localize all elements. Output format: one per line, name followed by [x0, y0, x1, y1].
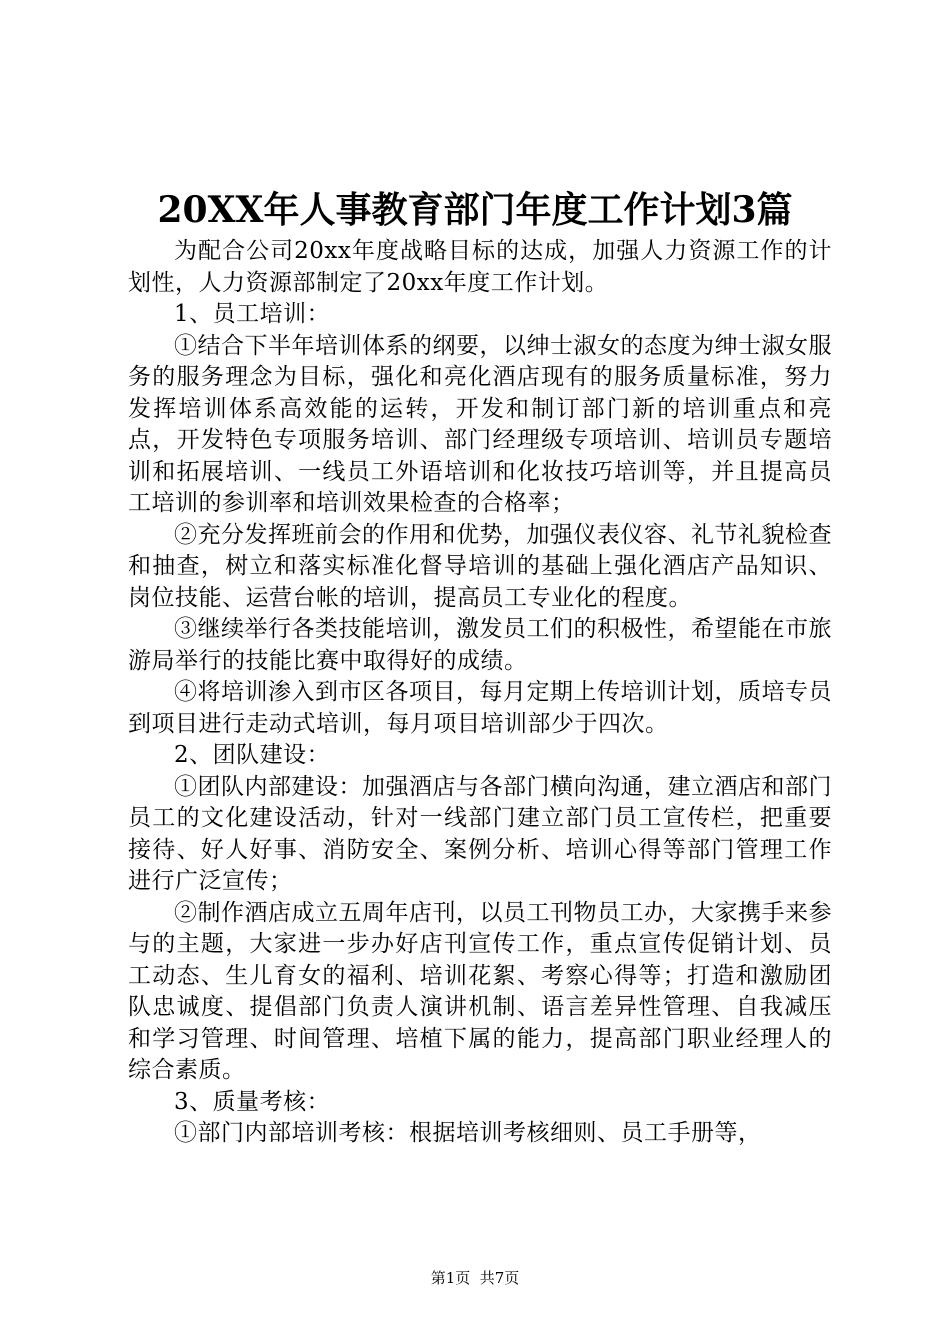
document-title: 20XX年人事教育部门年度工作计划3篇 [157, 189, 793, 231]
list-item: ①部门内部培训考核：根据培训考核细则、员工手册等， [174, 1120, 762, 1146]
section-heading-quality-assessment: 3、质量考核： [174, 1088, 331, 1115]
list-item: ④将培训渗入到市区各项目，每月定期上传培训计划，质培专员到项目进行走动式培训，每月项目培训部少于四次。 [128, 679, 832, 737]
section-heading-team-building: 2、团队建设： [174, 742, 331, 768]
list-item: ①团队内部建设：加强酒店与各部门横向沟通，建立酒店和部门员工的文化建设活动，针对一线部门建立部门员工宣传栏，把重要接待、好人好事、消防安全、案例分析、培训心得等部门管理工作进行广泛宣传； [128, 773, 832, 894]
intro-paragraph: 为配合公司20xx年度战略目标的达成，加强人力资源工作的计划性，人力资源部制定了20xx年度工作计划。 [128, 238, 832, 296]
page-footer [0, 1268, 950, 1288]
document-body [128, 236, 832, 1150]
list-item: ②充分发挥班前会的作用和优势，加强仪表仪容、礼节礼貌检查和抽查，树立和落实标准化督导培训的基础上强化酒店产品知识、岗位技能、运营台帐的培训，提高员工专业化的程度。 [128, 521, 832, 611]
section-heading-training: 1、员工培训： [174, 301, 331, 327]
list-item: ②制作酒店成立五周年店刊，以员工刊物员工办，大家携手来参与的主题，大家进一步办好店刊宣传工作，重点宣传促销计划、员工动态、生儿育女的福利、培训花絮、考察心得等；打造和激励团队忠诚度、提倡部门负责人演讲机制、语言差异性管理、自我减压和学习管理、时间管理、培植下属的能力，提高部门职业经理人的综合素质。 [128, 899, 832, 1083]
list-item: ③继续举行各类技能培训，激发员工们的积极性，希望能在市旅游局举行的技能比赛中取得好的成绩。 [128, 616, 832, 674]
list-item: ①结合下半年培训体系的纲要，以绅士淑女的态度为绅士淑女服务的服务理念为目标，强化和亮化酒店现有的服务质量标准，努力发挥培训体系高效能的运转，开发和制订部门新的培训重点和亮点，开发特色专项服务培训、部门经理级专项培训、培训员专题培训和拓展培训、一线员工外语培训和化妆技巧培训等，并且提高员工培训的参训率和培训效果检查的合格率； [128, 332, 832, 516]
page-number: 第1页 共7页 [430, 1269, 520, 1287]
